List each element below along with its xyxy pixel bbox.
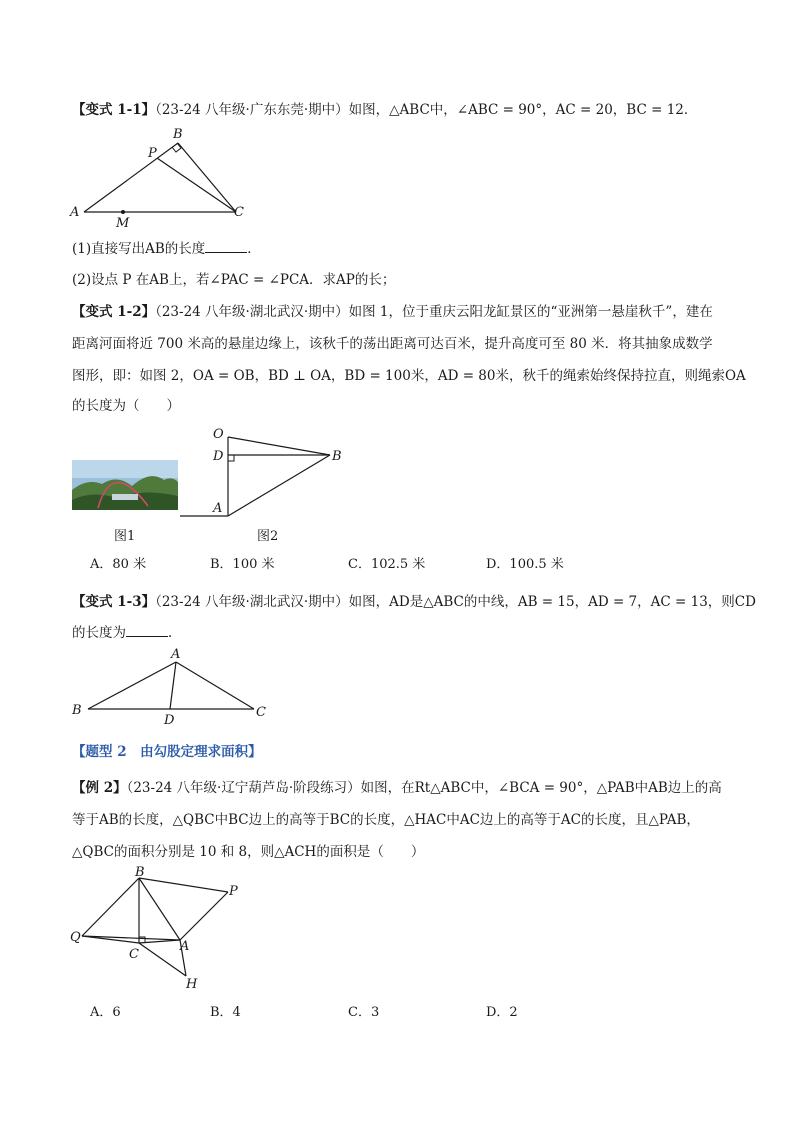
label-b: B [72,703,82,718]
variant-1-2-option-d[interactable]: D．100.5 米 [486,557,564,572]
variant-1-2-option-c[interactable]: C．102.5 米 [348,557,426,572]
figure-1-caption: 图1 [114,529,136,544]
variant-1-1-statement [72,100,732,120]
variant-1-2-text-1: （23-24 八年级·湖北武汉·期中）如图 1，位于重庆云阳龙缸景区的“亚洲第一悬崖秋千”，建在 [155,304,713,320]
segment-pa [180,892,228,940]
label-d: D [164,713,175,728]
example-2-option-a[interactable]: A．6 [90,1005,121,1020]
segment-bp [139,878,228,892]
variant-1-2-line-4: 的长度为（ ） [72,398,180,414]
label-h: H [186,977,198,992]
variant-1-2-option-b[interactable]: B．100 米 [210,557,275,572]
variant-1-3-text-1: （23-24 八年级·湖北武汉·期中）如图，AD是△ABC的中线，AB = 15，AD = 7，AC = 13，则CD [155,594,756,610]
segment-ad [170,662,176,709]
example-2-line-1 [72,778,732,798]
label-b: B [332,449,342,464]
swing-abstract-figure [180,423,340,523]
example-2-option-b[interactable]: B．4 [210,1005,241,1020]
variant-1-1-question-2: (2)设点 P 在AB上，若∠PAC = ∠PCA．求AP的长； [72,272,396,288]
label-p: P [148,146,157,161]
segment-ac [176,662,254,709]
example-2-line-2: 等于AB的长度，△QBC中BC边上的高等于BC的长度，△HAC中AC边上的高等于AC的长度，且△PAB， [72,812,700,828]
answer-blank[interactable] [205,238,247,253]
variant-1-2-line-3: 图形，即：如图 2，OA = OB，BD ⊥ OA，BD = 100米，AD = 80米，秋千的绳索始终保持拉直，则绳索OA [72,368,746,384]
label-p: P [229,884,238,899]
label-o: O [213,427,224,442]
variant-1-3-line-1 [72,592,756,612]
segment-ab [84,143,178,212]
segment-ch [139,943,186,976]
area-triangles-figure [68,865,258,993]
variant-1-3-tag: 【变式 1-3】 [72,594,156,610]
segment-bc [178,143,236,212]
label-q: Q [70,930,81,945]
label-a: A [180,939,190,954]
label-d: D [213,449,224,464]
example-2-line-3: △QBC的面积分别是 10 和 8，则△ACH的面积是（ ） [72,844,425,860]
label-m: M [116,216,130,231]
triangle-abc-figure [70,126,270,236]
label-b: B [173,127,183,142]
answer-blank[interactable] [126,622,168,637]
variant-1-3-suffix: ． [168,625,182,641]
example-2-text-1: （23-24 八年级·辽宁葫芦岛·阶段练习）如图，在Rt△ABC中，∠BCA = 90°，△PAB中AB边上的高 [126,780,722,796]
point-m [121,210,125,214]
question-1-text: (1)直接写出AB的长度 [72,241,206,257]
variant-1-2-tag: 【变式 1-2】 [72,304,156,320]
segment-ab [228,455,330,516]
variant-1-3-text-2: 的长度为 [72,625,126,641]
variant-1-2-option-a[interactable]: A．80 米 [90,557,147,572]
example-2-option-c[interactable]: C．3 [348,1005,380,1020]
figure-2-caption: 图2 [257,529,279,544]
variant-1-2-line-1 [72,302,732,322]
swing-photo [72,460,178,510]
label-b: B [135,865,145,880]
label-c: C [256,705,266,720]
question-1-suffix: ． [247,241,261,257]
label-c: C [129,947,139,962]
variant-1-1-question-1 [72,238,732,259]
segment-pc [157,158,236,212]
segment-ab [88,662,176,709]
label-a: A [171,647,181,662]
median-triangle-figure [72,645,282,728]
label-c: C [234,205,244,220]
section-heading-type-2: 【题型 2 由勾股定理求面积】 [72,744,262,760]
variant-1-1-tag: 【变式 1-1】 [72,102,156,118]
variant-1-1-text: （23-24 八年级·广东东莞·期中）如图，△ABC中，∠ABC = 90°，AC = 20，BC = 12． [155,102,698,118]
variant-1-3-line-2 [72,622,732,643]
segment-ab [139,878,180,940]
label-a: A [213,501,223,516]
example-2-option-d[interactable]: D．2 [486,1005,518,1020]
segment-ob [228,437,330,455]
example-2-tag: 【例 2】 [72,780,127,796]
label-a: A [70,205,80,220]
right-angle-mark-d [228,455,234,461]
segment-bq [82,878,139,936]
variant-1-2-line-2: 距离河面将近 700 米高的悬崖边缘上，该秋千的荡出距离可达百米，提升高度可至 80 米．将其抽象成数学 [72,336,713,352]
